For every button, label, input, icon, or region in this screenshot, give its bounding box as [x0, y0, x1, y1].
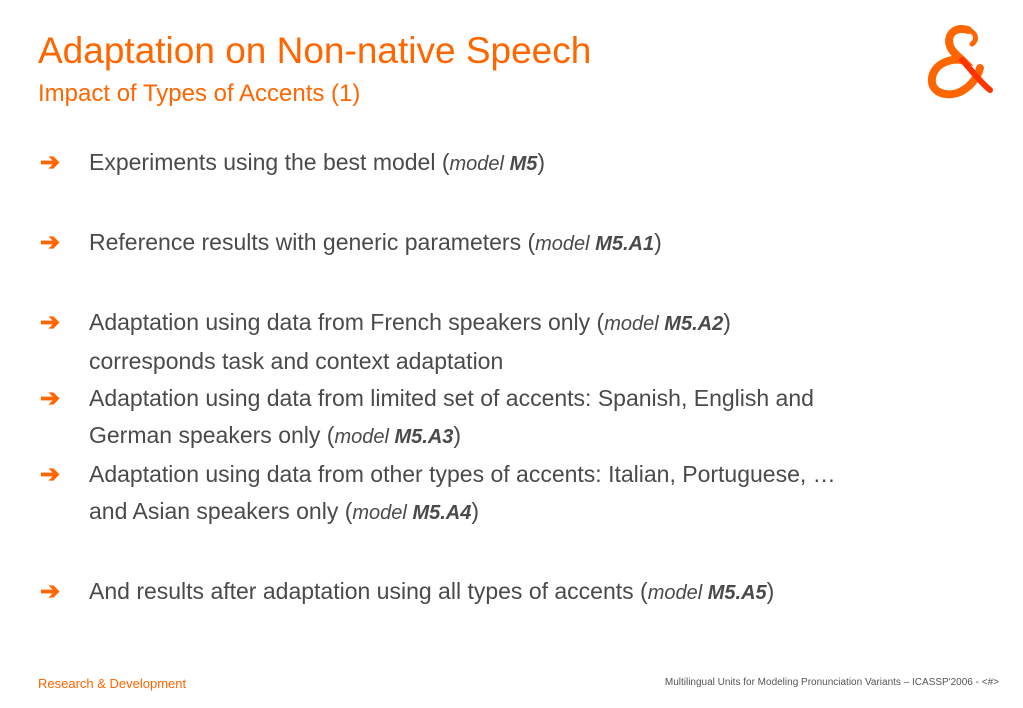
- bullet-text: Experiments using the best model (model M5): [89, 149, 546, 175]
- slide-title: Adaptation on Non-native Speech: [38, 30, 592, 71]
- bullet-text: Adaptation using data from limited set of accents: Spanish, English and German speakers only (model M5.A3): [89, 385, 814, 448]
- arrow-right-icon: ➔: [40, 461, 61, 488]
- bullet-text: And results after adaptation using all types of accents (model M5.A5): [89, 578, 775, 604]
- bullet-text: Reference results with generic parameters (model M5.A1): [89, 229, 662, 255]
- arrow-right-icon: ➔: [40, 385, 61, 412]
- bullet-text: Adaptation using data from French speakers only (model M5.A2) corresponds task and context adaptation: [89, 309, 731, 374]
- footer-citation: Multilingual Units for Modeling Pronunciation Variants – ICASSP'2006 - <#>: [664, 677, 999, 688]
- slide-subtitle: Impact of Types of Accents (1): [38, 80, 361, 107]
- arrow-right-icon: ➔: [40, 309, 61, 336]
- arrow-right-icon: ➔: [40, 149, 61, 176]
- arrow-right-icon: ➔: [40, 229, 61, 256]
- bullet-text: Adaptation using data from other types of accents: Italian, Portuguese, … and Asian speakers only (model M5.A4): [89, 461, 836, 524]
- arrow-right-icon: ➔: [40, 578, 61, 605]
- footer-department: Research & Development: [38, 676, 187, 691]
